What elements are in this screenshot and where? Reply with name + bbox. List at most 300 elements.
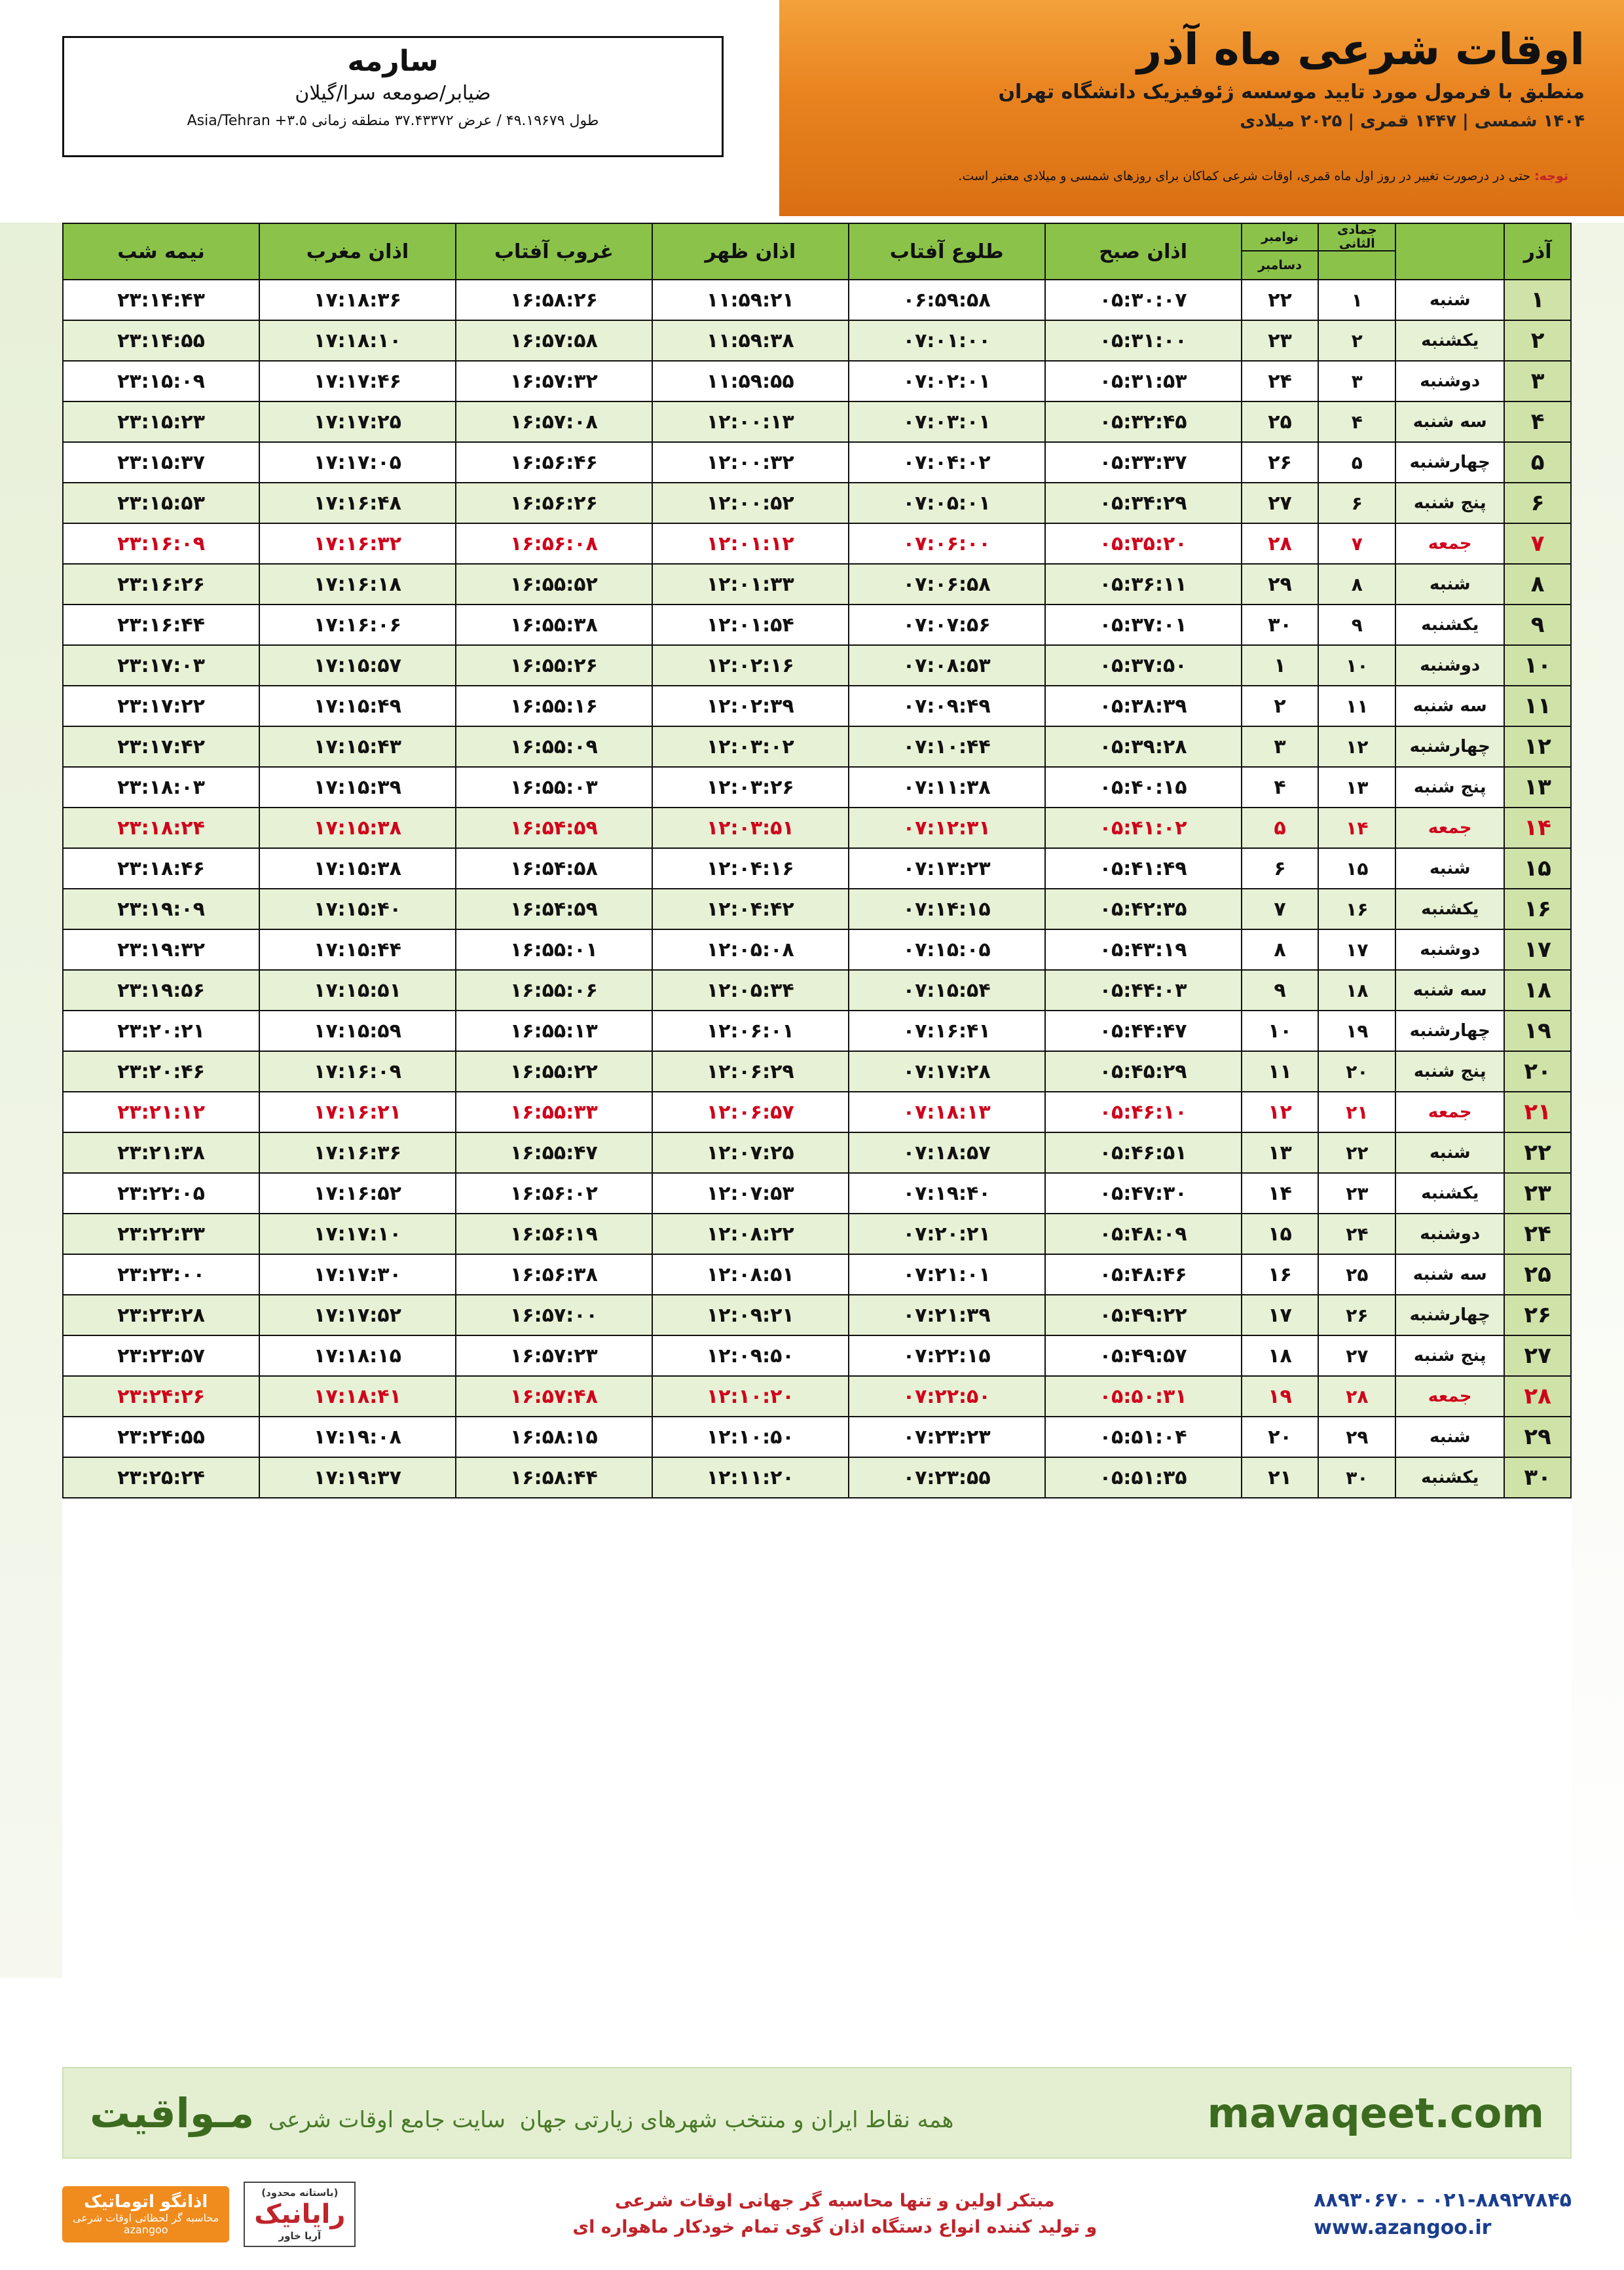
cell-weekday: دوشنبه	[1395, 929, 1504, 970]
table-row	[63, 280, 1571, 320]
table-row	[63, 767, 1571, 808]
cell-day: ۱۸	[1504, 970, 1571, 1011]
cell-gregorian: ۶	[1242, 848, 1319, 889]
table-row	[63, 848, 1571, 889]
cell-weekday: پنج شنبه	[1395, 767, 1504, 808]
cell-weekday: یکشنبه	[1395, 320, 1504, 361]
cell-dhuhr: ۱۱:۵۹:۲۱	[652, 280, 849, 320]
cell-sunrise: ۰۷:۱۹:۴۰	[849, 1173, 1045, 1214]
cell-maghrib: ۱۷:۱۵:۴۴	[259, 929, 456, 970]
cell-fajr: ۰۵:۴۹:۲۲	[1045, 1295, 1242, 1335]
cell-midnight: ۲۳:۲۵:۲۴	[63, 1457, 259, 1498]
cell-sunset: ۱۶:۵۵:۲۶	[456, 645, 652, 686]
cell-weekday: جمعه	[1395, 1092, 1504, 1132]
cell-hijri: ۱۲	[1318, 726, 1395, 767]
right-decorative-strip	[1572, 223, 1624, 1978]
cell-fajr: ۰۵:۴۱:۰۲	[1045, 808, 1242, 848]
cell-maghrib: ۱۷:۱۶:۳۶	[259, 1132, 456, 1173]
location-infobox	[62, 36, 724, 157]
azangoo-logo-title: اذانگو اتوماتیک	[84, 2191, 208, 2212]
cell-sunrise: ۰۷:۱۶:۴۱	[849, 1011, 1045, 1051]
cell-gregorian: ۲۷	[1242, 483, 1319, 523]
cell-midnight: ۲۳:۱۷:۲۲	[63, 686, 259, 726]
note-label: توجه:	[1534, 169, 1568, 183]
cell-weekday: چهارشنبه	[1395, 1011, 1504, 1051]
table-row	[63, 1214, 1571, 1254]
cell-fajr: ۰۵:۴۸:۰۹	[1045, 1214, 1242, 1254]
cell-sunrise: ۰۷:۲۱:۳۹	[849, 1295, 1045, 1335]
header-gregorian	[1242, 223, 1319, 280]
cell-sunset: ۱۶:۵۵:۳۸	[456, 605, 652, 645]
cell-gregorian: ۱۳	[1242, 1132, 1319, 1173]
cell-weekday: دوشنبه	[1395, 361, 1504, 401]
cell-midnight: ۲۳:۲۳:۲۸	[63, 1295, 259, 1335]
cell-midnight: ۲۳:۱۵:۲۳	[63, 401, 259, 442]
cell-midnight: ۲۳:۲۰:۲۱	[63, 1011, 259, 1051]
cell-hijri: ۷	[1318, 523, 1395, 564]
cell-day: ۱۷	[1504, 929, 1571, 970]
cell-dhuhr: ۱۲:۰۷:۲۵	[652, 1132, 849, 1173]
cell-day: ۲۸	[1504, 1376, 1571, 1417]
table-row	[63, 361, 1571, 401]
brand-bar	[62, 2067, 1572, 2159]
cell-maghrib: ۱۷:۱۵:۴۹	[259, 686, 456, 726]
table-row	[63, 1335, 1571, 1376]
cell-maghrib: ۱۷:۱۵:۵۹	[259, 1011, 456, 1051]
cell-weekday: پنج شنبه	[1395, 1335, 1504, 1376]
cell-midnight: ۲۳:۱۹:۳۲	[63, 929, 259, 970]
cell-midnight: ۲۳:۲۳:۵۷	[63, 1335, 259, 1376]
header-weekday	[1395, 223, 1504, 280]
cell-weekday: پنج شنبه	[1395, 483, 1504, 523]
cell-sunrise: ۰۷:۲۱:۰۱	[849, 1254, 1045, 1295]
cell-dhuhr: ۱۲:۰۱:۳۳	[652, 564, 849, 605]
cell-dhuhr: ۱۲:۰۸:۲۲	[652, 1214, 849, 1254]
cell-gregorian: ۲۹	[1242, 564, 1319, 605]
cell-hijri: ۶	[1318, 483, 1395, 523]
calendar-years: ۱۴۰۴ شمسی | ۱۴۴۷ قمری | ۲۰۲۵ میلادی	[1240, 111, 1585, 131]
cell-day: ۱۹	[1504, 1011, 1571, 1051]
cell-maghrib: ۱۷:۱۶:۰۶	[259, 605, 456, 645]
cell-day: ۲۷	[1504, 1335, 1571, 1376]
cell-sunset: ۱۶:۵۴:۵۹	[456, 889, 652, 929]
cell-dhuhr: ۱۲:۰۴:۱۶	[652, 848, 849, 889]
phone-number: ۰۲۱-۸۸۹۲۷۸۴۵ - ۸۸۹۳۰۶۷۰	[1314, 2189, 1572, 2212]
cell-gregorian: ۱۱	[1242, 1051, 1319, 1092]
cell-midnight: ۲۳:۲۴:۲۶	[63, 1376, 259, 1417]
cell-dhuhr: ۱۲:۰۰:۵۲	[652, 483, 849, 523]
header-dhuhr: اذان ظهر	[652, 223, 849, 280]
cell-fajr: ۰۵:۵۱:۰۴	[1045, 1417, 1242, 1457]
cell-dhuhr: ۱۲:۰۳:۵۱	[652, 808, 849, 848]
region-name: ضیابر/صومعه سرا/گیلان	[295, 82, 491, 105]
cell-weekday: شنبه	[1395, 280, 1504, 320]
cell-midnight: ۲۳:۱۸:۰۳	[63, 767, 259, 808]
cell-gregorian: ۱۹	[1242, 1376, 1319, 1417]
slogan-line-2: و تولید کننده انواع دستگاه اذان گوی تمام خودکار ماهواره ای	[572, 2217, 1098, 2237]
cell-hijri: ۲۲	[1318, 1132, 1395, 1173]
cell-hijri: ۱۷	[1318, 929, 1395, 970]
cell-fajr: ۰۵:۴۷:۳۰	[1045, 1173, 1242, 1214]
cell-weekday: شنبه	[1395, 848, 1504, 889]
cell-sunrise: ۰۷:۱۲:۳۱	[849, 808, 1045, 848]
cell-day: ۱۴	[1504, 808, 1571, 848]
slogan-block	[572, 2188, 1097, 2241]
brand-fa-block	[90, 2089, 953, 2137]
table-row	[63, 645, 1571, 686]
cell-maghrib: ۱۷:۱۶:۲۱	[259, 1092, 456, 1132]
cell-sunrise: ۰۷:۲۰:۲۱	[849, 1214, 1045, 1254]
cell-dhuhr: ۱۲:۰۶:۵۷	[652, 1092, 849, 1132]
cell-weekday: دوشنبه	[1395, 645, 1504, 686]
cell-gregorian: ۵	[1242, 808, 1319, 848]
table-row	[63, 605, 1571, 645]
cell-weekday: یکشنبه	[1395, 605, 1504, 645]
cell-midnight: ۲۳:۱۶:۲۶	[63, 564, 259, 605]
cell-sunrise: ۰۷:۱۳:۲۳	[849, 848, 1045, 889]
cell-hijri: ۳۰	[1318, 1457, 1395, 1498]
cell-sunrise: ۰۷:۰۴:۰۲	[849, 442, 1045, 483]
page-footer	[0, 2054, 1624, 2270]
cell-gregorian: ۱۸	[1242, 1335, 1319, 1376]
cell-fajr: ۰۵:۴۶:۵۱	[1045, 1132, 1242, 1173]
cell-day: ۶	[1504, 483, 1571, 523]
table-row	[63, 1092, 1571, 1132]
cell-fajr: ۰۵:۴۶:۱۰	[1045, 1092, 1242, 1132]
table-row	[63, 970, 1571, 1011]
cell-midnight: ۲۳:۱۴:۴۳	[63, 280, 259, 320]
cell-midnight: ۲۳:۱۸:۲۴	[63, 808, 259, 848]
cell-day: ۲۱	[1504, 1092, 1571, 1132]
cell-gregorian: ۱۶	[1242, 1254, 1319, 1295]
cell-midnight: ۲۳:۲۲:۰۵	[63, 1173, 259, 1214]
cell-sunrise: ۰۷:۱۰:۴۴	[849, 726, 1045, 767]
cell-maghrib: ۱۷:۱۷:۵۲	[259, 1295, 456, 1335]
brand-website[interactable]: mavaqeet.com	[1207, 2089, 1544, 2137]
prayer-times-table	[62, 223, 1572, 1498]
cell-day: ۴	[1504, 401, 1571, 442]
cell-sunset: ۱۶:۵۵:۱۶	[456, 686, 652, 726]
cell-fajr: ۰۵:۴۰:۱۵	[1045, 767, 1242, 808]
cell-fajr: ۰۵:۴۱:۴۹	[1045, 848, 1242, 889]
cell-sunrise: ۰۷:۰۸:۵۳	[849, 645, 1045, 686]
cell-maghrib: ۱۷:۱۸:۱۰	[259, 320, 456, 361]
cell-maghrib: ۱۷:۱۵:۵۷	[259, 645, 456, 686]
cell-gregorian: ۱۰	[1242, 1011, 1319, 1051]
cell-dhuhr: ۱۲:۰۸:۵۱	[652, 1254, 849, 1295]
cell-dhuhr: ۱۲:۰۶:۰۱	[652, 1011, 849, 1051]
cell-gregorian: ۹	[1242, 970, 1319, 1011]
cell-sunset: ۱۶:۵۵:۴۷	[456, 1132, 652, 1173]
cell-gregorian: ۲۶	[1242, 442, 1319, 483]
cell-dhuhr: ۱۲:۰۰:۱۳	[652, 401, 849, 442]
cell-dhuhr: ۱۲:۰۱:۵۴	[652, 605, 849, 645]
table-row	[63, 1457, 1571, 1498]
header-gregorian-top: نوامبر	[1242, 224, 1318, 251]
cell-sunrise: ۰۷:۱۴:۱۵	[849, 889, 1045, 929]
cell-sunset: ۱۶:۵۵:۳۳	[456, 1092, 652, 1132]
cell-maghrib: ۱۷:۱۹:۳۷	[259, 1457, 456, 1498]
cell-maghrib: ۱۷:۱۵:۳۹	[259, 767, 456, 808]
cell-maghrib: ۱۷:۱۵:۳۸	[259, 848, 456, 889]
cell-weekday: دوشنبه	[1395, 1214, 1504, 1254]
cell-fajr: ۰۵:۴۹:۵۷	[1045, 1335, 1242, 1376]
table-row	[63, 564, 1571, 605]
cell-weekday: جمعه	[1395, 808, 1504, 848]
table-row	[63, 483, 1571, 523]
cell-dhuhr: ۱۲:۰۹:۵۰	[652, 1335, 849, 1376]
cell-day: ۲۲	[1504, 1132, 1571, 1173]
header-hijri	[1318, 223, 1395, 280]
cell-dhuhr: ۱۲:۰۱:۱۲	[652, 523, 849, 564]
cell-weekday: جمعه	[1395, 1376, 1504, 1417]
cell-sunset: ۱۶:۵۷:۰۰	[456, 1295, 652, 1335]
cell-midnight: ۲۳:۱۷:۰۳	[63, 645, 259, 686]
cell-gregorian: ۳۰	[1242, 605, 1319, 645]
cell-maghrib: ۱۷:۱۵:۴۳	[259, 726, 456, 767]
header-maghrib: اذان مغرب	[259, 223, 456, 280]
cell-day: ۱۲	[1504, 726, 1571, 767]
cell-sunset: ۱۶:۵۵:۰۱	[456, 929, 652, 970]
cell-fajr: ۰۵:۳۵:۲۰	[1045, 523, 1242, 564]
cell-hijri: ۱	[1318, 280, 1395, 320]
cell-gregorian: ۲	[1242, 686, 1319, 726]
cell-gregorian: ۲۵	[1242, 401, 1319, 442]
cell-maghrib: ۱۷:۱۶:۴۸	[259, 483, 456, 523]
cell-hijri: ۵	[1318, 442, 1395, 483]
cell-weekday: جمعه	[1395, 523, 1504, 564]
azangoo-logo	[62, 2186, 229, 2243]
cell-hijri: ۲۶	[1318, 1295, 1395, 1335]
azangoo-logo-sub: محاسبه گر لحظاتی اوقات شرعی	[73, 2211, 219, 2224]
azangoo-website[interactable]: www.azangoo.ir	[1314, 2216, 1492, 2239]
table-row	[63, 1295, 1571, 1335]
cell-hijri: ۱۹	[1318, 1011, 1395, 1051]
cell-sunrise: ۰۷:۲۲:۱۵	[849, 1335, 1045, 1376]
header-hijri-top: جمادی الثانی	[1319, 224, 1395, 251]
table-row	[63, 1417, 1571, 1457]
cell-weekday: یکشنبه	[1395, 1457, 1504, 1498]
table-row	[63, 726, 1571, 767]
cell-sunrise: ۰۷:۰۷:۵۶	[849, 605, 1045, 645]
cell-hijri: ۱۴	[1318, 808, 1395, 848]
cell-maghrib: ۱۷:۱۷:۴۶	[259, 361, 456, 401]
cell-sunrise: ۰۷:۰۹:۴۹	[849, 686, 1045, 726]
cell-sunset: ۱۶:۵۸:۱۵	[456, 1417, 652, 1457]
cell-day: ۲۹	[1504, 1417, 1571, 1457]
cell-gregorian: ۴	[1242, 767, 1319, 808]
cell-fajr: ۰۵:۳۱:۵۳	[1045, 361, 1242, 401]
cell-dhuhr: ۱۲:۱۰:۵۰	[652, 1417, 849, 1457]
cell-gregorian: ۲۱	[1242, 1457, 1319, 1498]
cell-dhuhr: ۱۲:۰۷:۵۳	[652, 1173, 849, 1214]
header-hijri-bottom	[1319, 251, 1395, 279]
cell-dhuhr: ۱۲:۰۹:۲۱	[652, 1295, 849, 1335]
cell-sunset: ۱۶:۵۶:۱۹	[456, 1214, 652, 1254]
cell-sunset: ۱۶:۵۵:۲۲	[456, 1051, 652, 1092]
cell-dhuhr: ۱۲:۰۳:۰۲	[652, 726, 849, 767]
rayaneek-logo-top: (باستانه محدود)	[261, 2187, 339, 2199]
cell-sunrise: ۰۶:۵۹:۵۸	[849, 280, 1045, 320]
cell-fajr: ۰۵:۳۰:۰۷	[1045, 280, 1242, 320]
cell-day: ۹	[1504, 605, 1571, 645]
cell-maghrib: ۱۷:۱۶:۳۲	[259, 523, 456, 564]
cell-midnight: ۲۳:۱۸:۴۶	[63, 848, 259, 889]
cell-dhuhr: ۱۲:۰۶:۲۹	[652, 1051, 849, 1092]
cell-weekday: شنبه	[1395, 1417, 1504, 1457]
cell-sunrise: ۰۷:۰۳:۰۱	[849, 401, 1045, 442]
cell-sunrise: ۰۷:۱۸:۵۷	[849, 1132, 1045, 1173]
cell-midnight: ۲۳:۲۴:۵۵	[63, 1417, 259, 1457]
table-row	[63, 442, 1571, 483]
cell-sunrise: ۰۷:۱۷:۲۸	[849, 1051, 1045, 1092]
cell-weekday: چهارشنبه	[1395, 442, 1504, 483]
cell-sunrise: ۰۷:۰۵:۰۱	[849, 483, 1045, 523]
cell-sunrise: ۰۷:۱۱:۳۸	[849, 767, 1045, 808]
cell-gregorian: ۲۴	[1242, 361, 1319, 401]
cell-hijri: ۲۷	[1318, 1335, 1395, 1376]
rayaneek-logo	[244, 2182, 356, 2247]
cell-hijri: ۱۳	[1318, 767, 1395, 808]
cell-day: ۷	[1504, 523, 1571, 564]
rayaneek-logo-sub: آریا خاور	[278, 2230, 322, 2242]
cell-midnight: ۲۳:۲۰:۴۶	[63, 1051, 259, 1092]
footer-bottom	[62, 2172, 1572, 2257]
contact-block	[1314, 2187, 1572, 2242]
table-row	[63, 929, 1571, 970]
cell-sunset: ۱۶:۵۷:۲۳	[456, 1335, 652, 1376]
cell-hijri: ۲۸	[1318, 1376, 1395, 1417]
cell-midnight: ۲۳:۱۹:۵۶	[63, 970, 259, 1011]
cell-gregorian: ۱	[1242, 645, 1319, 686]
cell-maghrib: ۱۷:۱۵:۳۸	[259, 808, 456, 848]
cell-gregorian: ۱۲	[1242, 1092, 1319, 1132]
cell-sunset: ۱۶:۵۵:۰۶	[456, 970, 652, 1011]
cell-maghrib: ۱۷:۱۶:۰۹	[259, 1051, 456, 1092]
cell-gregorian: ۳	[1242, 726, 1319, 767]
cell-day: ۱۰	[1504, 645, 1571, 686]
cell-fajr: ۰۵:۴۳:۱۹	[1045, 929, 1242, 970]
brand-fa-main: مـواقیت	[90, 2089, 255, 2137]
header-midnight: نیمه شب	[63, 223, 259, 280]
cell-midnight: ۲۳:۱۴:۵۵	[63, 320, 259, 361]
cell-hijri: ۱۵	[1318, 848, 1395, 889]
cell-day: ۱۳	[1504, 767, 1571, 808]
cell-maghrib: ۱۷:۱۵:۴۰	[259, 889, 456, 929]
cell-fajr: ۰۵:۳۷:۰۱	[1045, 605, 1242, 645]
table-row	[63, 523, 1571, 564]
cell-sunrise: ۰۷:۱۵:۵۴	[849, 970, 1045, 1011]
cell-hijri: ۸	[1318, 564, 1395, 605]
cell-midnight: ۲۳:۲۳:۰۰	[63, 1254, 259, 1295]
page-subtitle: منطبق با فرمول مورد تایید موسسه ژئوفیزیک دانشگاه تهران	[998, 80, 1585, 103]
cell-sunset: ۱۶:۵۴:۵۸	[456, 848, 652, 889]
brand-fa-sub: سایت جامع اوقات شرعی	[268, 2106, 506, 2133]
brand-fa-tail: همه نقاط ایران و منتخب شهرهای زیارتی جهان	[519, 2106, 954, 2133]
cell-maghrib: ۱۷:۱۶:۵۲	[259, 1173, 456, 1214]
cell-gregorian: ۲۳	[1242, 320, 1319, 361]
cell-hijri: ۴	[1318, 401, 1395, 442]
cell-sunset: ۱۶:۵۵:۱۳	[456, 1011, 652, 1051]
cell-weekday: سه شنبه	[1395, 1254, 1504, 1295]
cell-dhuhr: ۱۲:۰۳:۲۶	[652, 767, 849, 808]
cell-day: ۲۴	[1504, 1214, 1571, 1254]
cell-hijri: ۱۸	[1318, 970, 1395, 1011]
table-row	[63, 808, 1571, 848]
cell-midnight: ۲۳:۲۲:۳۳	[63, 1214, 259, 1254]
rayaneek-logo-name: رایانیک	[254, 2199, 346, 2229]
cell-maghrib: ۱۷:۱۹:۰۸	[259, 1417, 456, 1457]
cell-weekday: شنبه	[1395, 564, 1504, 605]
cell-dhuhr: ۱۲:۱۱:۲۰	[652, 1457, 849, 1498]
cell-hijri: ۲۱	[1318, 1092, 1395, 1132]
cell-dhuhr: ۱۲:۰۲:۳۹	[652, 686, 849, 726]
cell-gregorian: ۲۸	[1242, 523, 1319, 564]
cell-day: ۵	[1504, 442, 1571, 483]
table-row	[63, 1011, 1571, 1051]
cell-gregorian: ۱۴	[1242, 1173, 1319, 1214]
city-name: سارمه	[347, 45, 439, 78]
cell-hijri: ۳	[1318, 361, 1395, 401]
cell-maghrib: ۱۷:۱۸:۴۱	[259, 1376, 456, 1417]
cell-sunrise: ۰۷:۰۱:۰۰	[849, 320, 1045, 361]
cell-sunset: ۱۶:۵۷:۳۲	[456, 361, 652, 401]
cell-fajr: ۰۵:۴۸:۴۶	[1045, 1254, 1242, 1295]
cell-hijri: ۲۳	[1318, 1173, 1395, 1214]
cell-gregorian: ۲۲	[1242, 280, 1319, 320]
cell-dhuhr: ۱۲:۰۴:۴۲	[652, 889, 849, 929]
cell-sunrise: ۰۷:۰۲:۰۱	[849, 361, 1045, 401]
cell-sunrise: ۰۷:۰۶:۵۸	[849, 564, 1045, 605]
cell-day: ۳۰	[1504, 1457, 1571, 1498]
cell-fajr: ۰۵:۵۰:۳۱	[1045, 1376, 1242, 1417]
azangoo-logo-badge: azangoo	[123, 2223, 168, 2236]
cell-fajr: ۰۵:۳۸:۳۹	[1045, 686, 1242, 726]
cell-day: ۱۶	[1504, 889, 1571, 929]
cell-weekday: شنبه	[1395, 1132, 1504, 1173]
cell-gregorian: ۸	[1242, 929, 1319, 970]
cell-midnight: ۲۳:۱۹:۰۹	[63, 889, 259, 929]
cell-hijri: ۹	[1318, 605, 1395, 645]
cell-dhuhr: ۱۱:۵۹:۳۸	[652, 320, 849, 361]
cell-midnight: ۲۳:۱۵:۵۳	[63, 483, 259, 523]
cell-hijri: ۲۰	[1318, 1051, 1395, 1092]
cell-day: ۲۰	[1504, 1051, 1571, 1092]
table-row	[63, 686, 1571, 726]
cell-midnight: ۲۳:۲۱:۱۲	[63, 1092, 259, 1132]
header-sunset: غروب آفتاب	[456, 223, 652, 280]
title-block	[998, 26, 1585, 131]
cell-maghrib: ۱۷:۱۶:۱۸	[259, 564, 456, 605]
cell-dhuhr: ۱۲:۰۲:۱۶	[652, 645, 849, 686]
cell-sunset: ۱۶:۵۷:۵۸	[456, 320, 652, 361]
cell-day: ۱	[1504, 280, 1571, 320]
cell-sunset: ۱۶:۵۷:۴۸	[456, 1376, 652, 1417]
cell-midnight: ۲۳:۱۵:۰۹	[63, 361, 259, 401]
cell-fajr: ۰۵:۳۳:۳۷	[1045, 442, 1242, 483]
cell-weekday: سه شنبه	[1395, 401, 1504, 442]
cell-sunset: ۱۶:۵۵:۰۹	[456, 726, 652, 767]
cell-hijri: ۱۱	[1318, 686, 1395, 726]
cell-midnight: ۲۳:۱۶:۰۹	[63, 523, 259, 564]
cell-sunset: ۱۶:۵۶:۲۶	[456, 483, 652, 523]
cell-sunset: ۱۶:۵۸:۴۴	[456, 1457, 652, 1498]
cell-dhuhr: ۱۲:۰۵:۰۸	[652, 929, 849, 970]
cell-day: ۸	[1504, 564, 1571, 605]
cell-maghrib: ۱۷:۱۷:۱۰	[259, 1214, 456, 1254]
note-text-block	[62, 169, 1568, 183]
cell-dhuhr: ۱۲:۰۵:۳۴	[652, 970, 849, 1011]
